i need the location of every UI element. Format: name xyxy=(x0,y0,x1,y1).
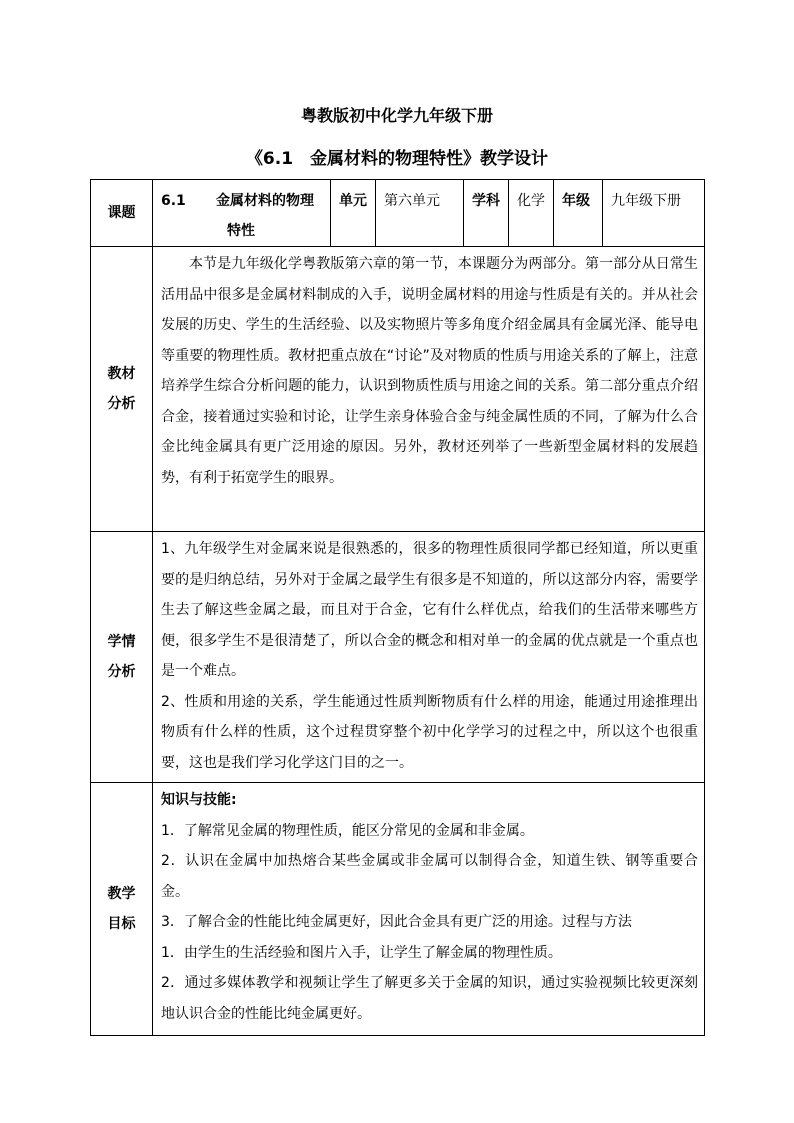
textbook-analysis-row xyxy=(91,247,705,532)
document-subtitle: 《6.1 金属材料的物理特性》教学设计 xyxy=(245,149,549,169)
student-analysis-label xyxy=(91,532,153,783)
textbook-analysis-text: 本节是九年级化学粤教版第六章的第一节，本课题分为两部分。第一部分从日常生活用品中很多是金属材料制成的入手，说明金属材料的用途与性质是有关的。并从社会发展的历史、学生的生活经验、以及实物照片等多角度介绍金属具有金属光泽、能导电等重要的物理性质。教材把重点放在“讨论”及对物质的性质与用途关系的了解上，注意培养学生综合分析问题的能力，认识到物质性质与用途之间的关系。第二部分重点介绍合金，接着通过实验和讨论，让学生亲身体验合金与纯金属性质的不同，了解为什么合金比纯金属具有更广泛用途的原因。另外，教材还列举了一些新型金属材料的发展趋势，有利于拓宽学生的眼界。 xyxy=(161,256,698,486)
students-label-line1: 学情 xyxy=(107,634,136,650)
goal-item: 3．了解合金的性能比纯金属更好，因此合金具有更广泛的用途。过程与方法 xyxy=(161,914,632,930)
lesson-plan-table xyxy=(90,179,705,1036)
document-title: 粤教版初中化学九年级下册 xyxy=(300,106,493,125)
topic-number: 6.1 xyxy=(161,193,186,209)
student-analysis-paragraph-2: 2、性质和用途的关系，学生能通过性质判断物质有什么样的用途，能通过用途推理出物质有什么样的性质，这个过程贯穿整个初中化学学习的过程之中，所以这个也很重要，这也是我们学习化学这门目的之一。 xyxy=(161,693,698,771)
student-analysis-paragraph-1: 1、九年级学生对金属来说是很熟悉的，很多的物理性质很同学都已经知道，所以更重要的是归纳总结，另外对于金属之最学生有很多是不知道的，所以这部分内容，需要学生去了解这些金属之最，而且对于合金，它有什么样优点，给我们的生活带来哪些方便，很多学生不是很清楚了，所以合金的概念和相对单一的金属的优点就是一个重点也是一个难点。 xyxy=(161,541,698,679)
subject-label: 学科 xyxy=(464,180,509,247)
goal-item: 1．由学生的生活经验和图片入手，让学生了解金属的物理性质。 xyxy=(161,944,562,961)
topic-value-line1 xyxy=(161,186,326,216)
goals-heading: 知识与技能: xyxy=(161,792,237,808)
student-analysis-content xyxy=(153,532,705,783)
teaching-goals-label xyxy=(91,783,153,1036)
unit-label: 单元 xyxy=(331,180,376,247)
textbook-analysis-content xyxy=(153,247,705,532)
goals-label-line2: 目标 xyxy=(107,916,136,932)
topic-name-part2: 特性 xyxy=(227,223,255,239)
grade-value: 九年级下册 xyxy=(603,180,705,247)
header-row xyxy=(91,180,705,247)
topic-label: 课题 xyxy=(91,180,153,247)
goal-item: 2．通过多媒体教学和视频让学生了解更多关于金属的知识，通过实验视频比较更深刻地认识合金的性能比纯金属更好。 xyxy=(161,975,698,1022)
student-analysis-row xyxy=(91,532,705,783)
topic-name-part1: 金属材料的物理 xyxy=(216,193,314,209)
textbook-analysis-label xyxy=(91,247,153,532)
textbook-label-line1: 教材 xyxy=(107,366,136,382)
subject-value: 化学 xyxy=(509,180,554,247)
textbook-label-line2: 分析 xyxy=(107,396,136,412)
goals-label-line1: 教学 xyxy=(107,886,136,902)
goal-item: 2．认识在金属中加热熔合某些金属或非金属可以制得合金，知道生铁、钢等重要合金。 xyxy=(161,853,698,900)
unit-value: 第六单元 xyxy=(376,180,464,247)
goal-item: 1．了解常见金属的物理性质，能区分常见的金属和非金属。 xyxy=(161,822,534,839)
teaching-goals-content xyxy=(153,783,705,1036)
teaching-goals-row xyxy=(91,783,705,1036)
students-label-line2: 分析 xyxy=(107,664,136,680)
grade-label: 年级 xyxy=(554,180,603,247)
topic-value xyxy=(153,180,331,247)
